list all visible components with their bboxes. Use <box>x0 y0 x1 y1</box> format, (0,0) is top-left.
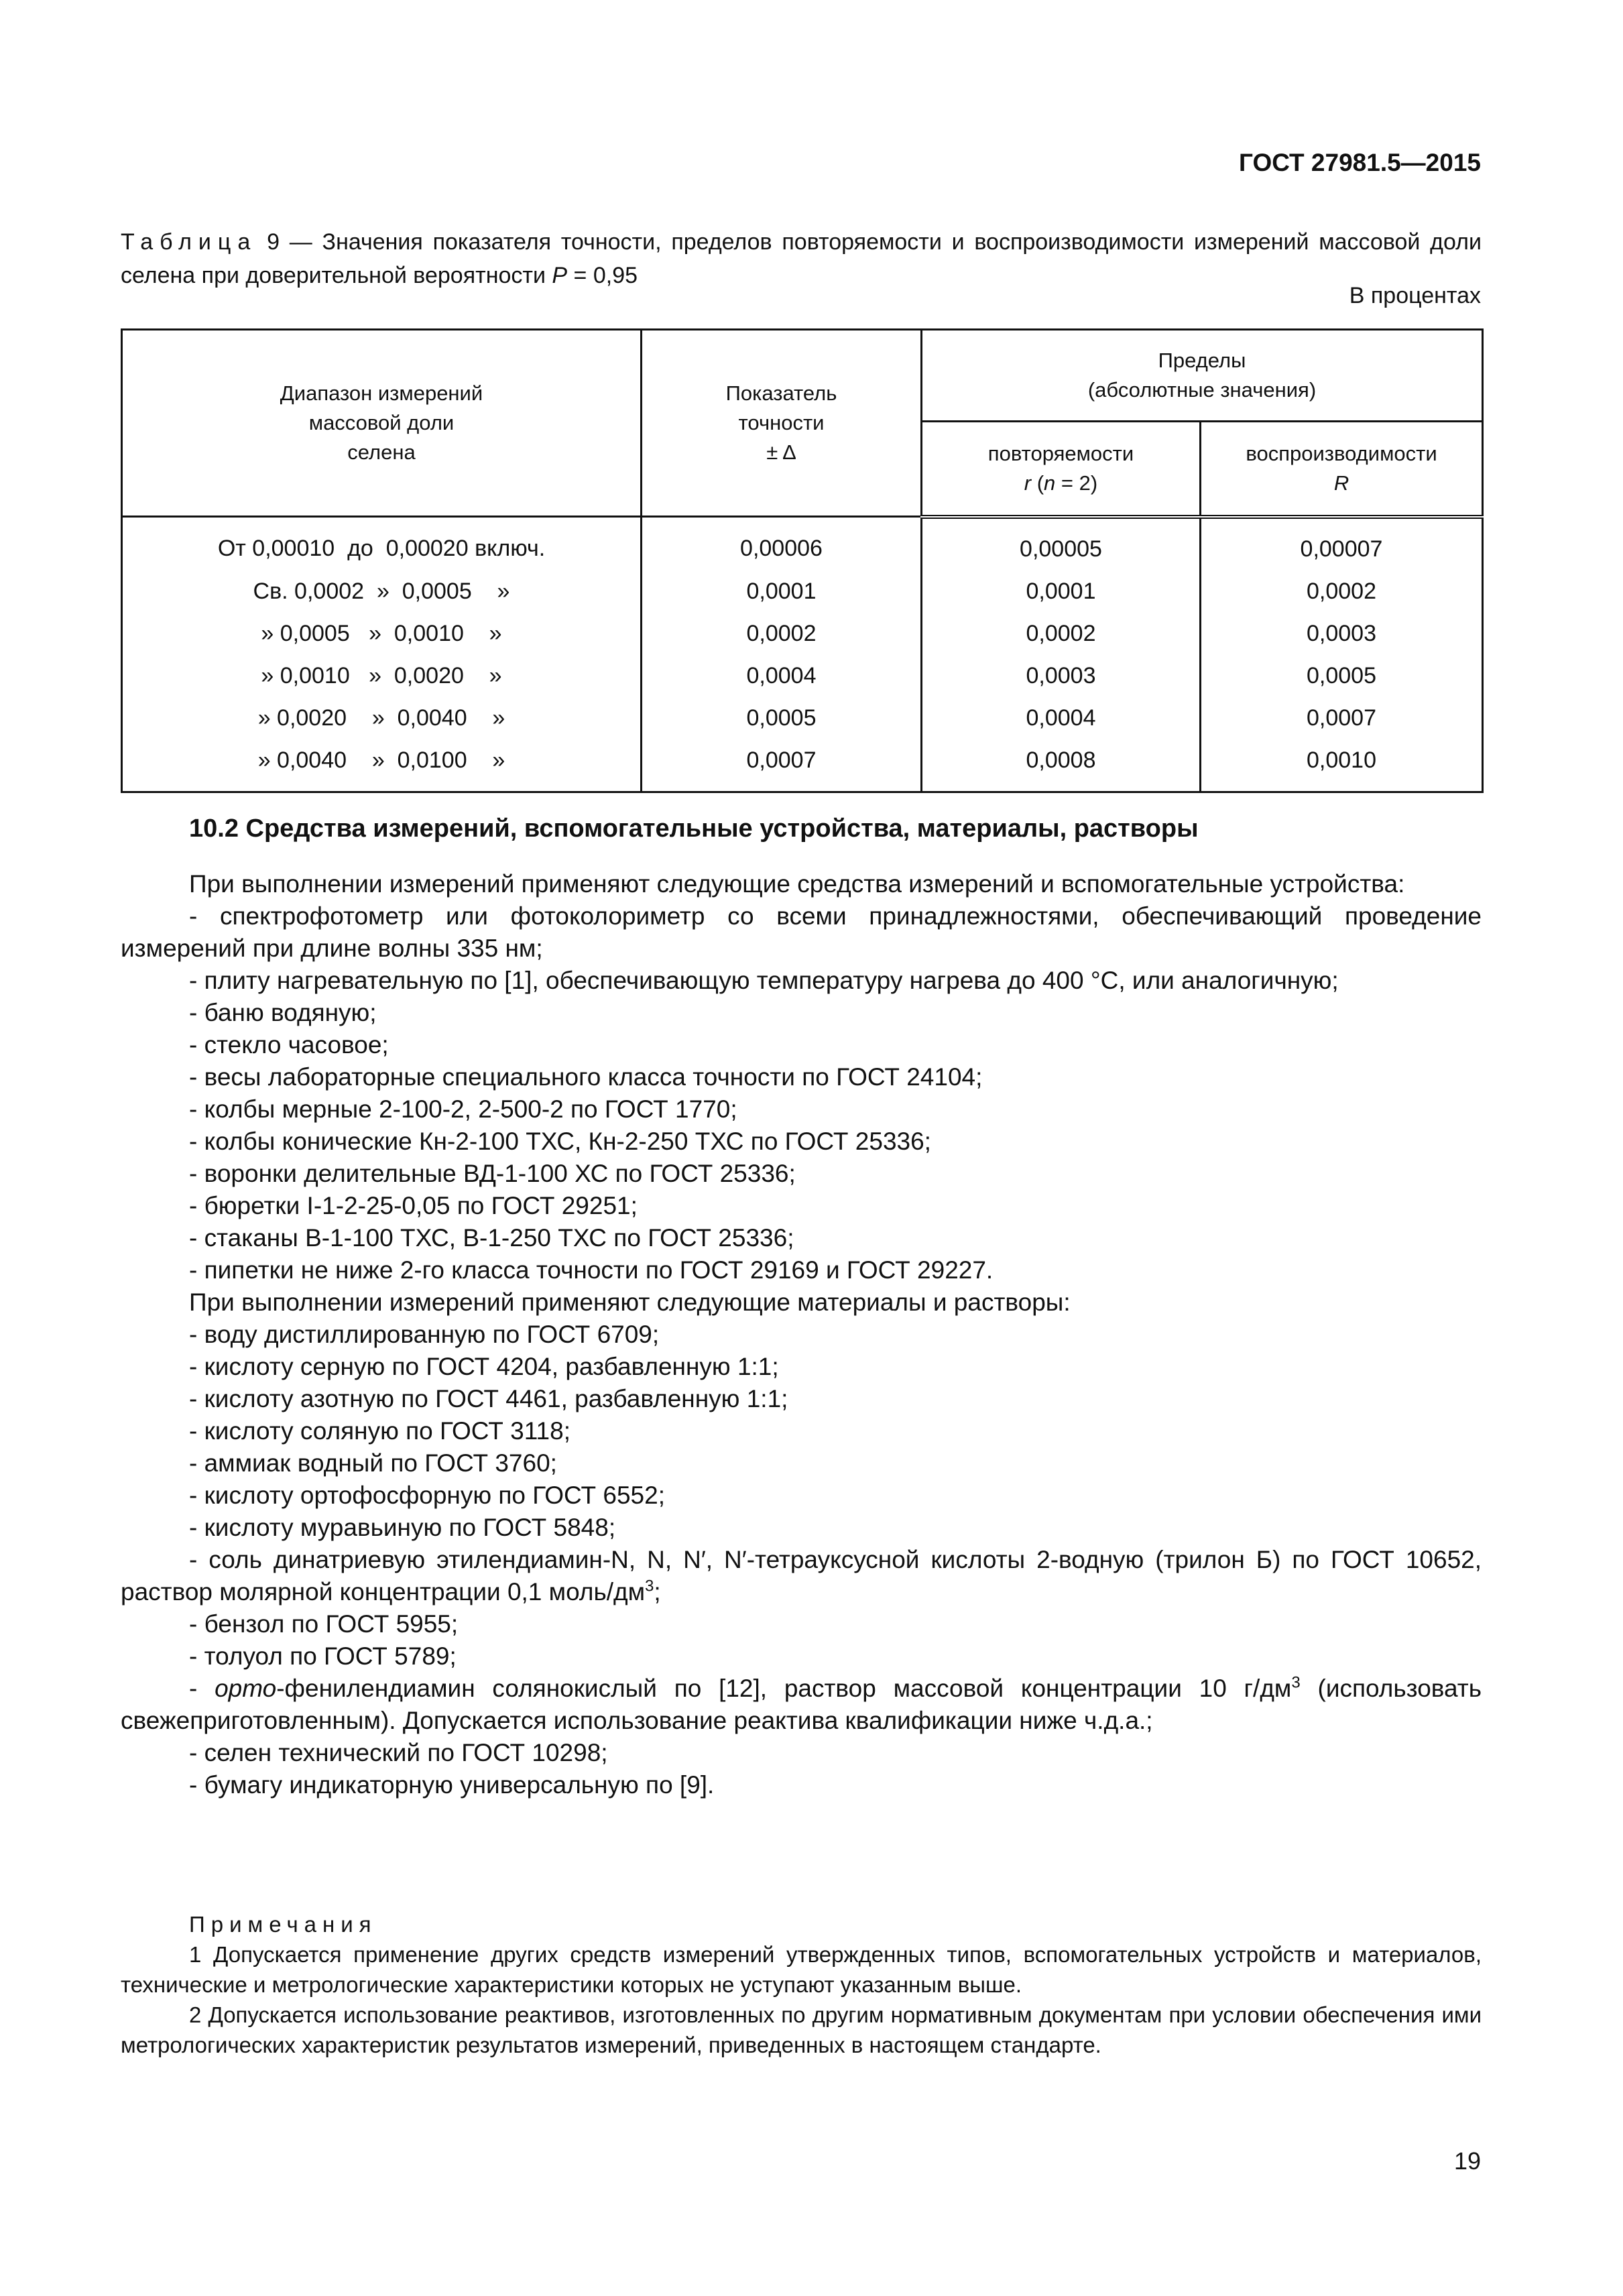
list-item: - кислоту ортофосфорную по ГОСТ 6552; <box>189 1482 665 1509</box>
standard-header: ГОСТ 27981.5—2015 <box>1238 149 1481 176</box>
cell-reproducibility: 0,00007 <box>1201 517 1483 570</box>
list-item: - плиту нагревательную по [1], обеспечивающую температуру нагрева до 400 °С, или аналогичную; <box>189 967 1339 994</box>
header-reproducibility: воспроизводимости R <box>1201 422 1483 517</box>
list-item: - кислоту соляную по ГОСТ 3118; <box>189 1417 570 1445</box>
cell-range: » 0,0010 » 0,0020 » <box>122 655 642 697</box>
cell-accuracy: 0,0007 <box>642 739 922 792</box>
cell-accuracy: 0,0004 <box>642 655 922 697</box>
list-item: - воду дистиллированную по ГОСТ 6709; <box>189 1321 660 1348</box>
list-item: - кислоту азотную по ГОСТ 4461, разбавленную 1:1; <box>189 1385 788 1412</box>
table-row <box>122 517 1483 570</box>
note-item: 1 Допускается применение других средств измерений утвержденных типов, вспомогательных устройств и материалов, технические и метрологические характеристики которых не уступают указанным выше. <box>121 1942 1482 1997</box>
table-row <box>122 570 1483 613</box>
header-accuracy: Показатель точности ± Δ <box>642 330 922 517</box>
note-item: 2 Допускается использование реактивов, изготовленных по другим нормативным документам при условии обеспечения ими метрологических характеристик результатов измерений, приведенных в настоящем стандарте. <box>121 2002 1482 2057</box>
cell-reproducibility: 0,0005 <box>1201 655 1483 697</box>
list-item: - воронки делительные ВД-1-100 ХС по ГОСТ 25336; <box>189 1160 796 1187</box>
table-row <box>122 613 1483 655</box>
list-item: - бюретки I-1-2-25-0,05 по ГОСТ 29251; <box>189 1192 638 1219</box>
section-body <box>121 868 1482 1801</box>
table-caption-text: — Значения показателя точности, пределов повторяемости и воспроизводимости измерений массовой доли селена при доверительной вероятности <box>121 229 1482 288</box>
cell-accuracy: 0,00006 <box>642 517 922 570</box>
list-item: - селен технический по ГОСТ 10298; <box>189 1739 608 1766</box>
cell-repeatability: 0,0003 <box>922 655 1201 697</box>
cell-reproducibility: 0,0003 <box>1201 613 1483 655</box>
cell-accuracy: 0,0002 <box>642 613 922 655</box>
header-repeatability: повторяемости r (n = 2) <box>922 422 1201 517</box>
table-caption-p-symbol: P <box>552 263 568 288</box>
intro-materials: При выполнении измерений применяют следующие материалы и растворы: <box>189 1288 1071 1316</box>
cell-range: От 0,00010 до 0,00020 включ. <box>122 517 642 570</box>
list-item: - стекло часовое; <box>189 1031 389 1059</box>
cell-repeatability: 0,0001 <box>922 570 1201 613</box>
list-item: - аммиак водный по ГОСТ 3760; <box>189 1449 557 1477</box>
table-caption-number: 9 <box>267 229 280 255</box>
cell-accuracy: 0,0001 <box>642 570 922 613</box>
list-item: - бумагу индикаторную универсальную по [9]. <box>189 1771 715 1799</box>
cell-range: » 0,0005 » 0,0010 » <box>122 613 642 655</box>
list-item: - баню водяную; <box>189 999 377 1026</box>
table-caption-p-value: = 0,95 <box>567 263 638 288</box>
list-item: - толуол по ГОСТ 5789; <box>189 1642 457 1670</box>
page-number: 19 <box>1453 2147 1481 2175</box>
list-item: - весы лабораторные специального класса точности по ГОСТ 24104; <box>189 1063 983 1091</box>
table-row <box>122 655 1483 697</box>
table-row <box>122 739 1483 792</box>
list-item-ortho: - орто-фенилендиамин солянокислый по [12], раствор массовой концентрации 10 $г/дм^3$ (использовать свежеприготовленным). Допускается использование реактива квалификации ниже ч.д.а.; <box>121 1673 1482 1734</box>
section-title: 10.2 Средства измерений, вспомогательные устройства, материалы, растворы <box>189 814 1199 843</box>
table-caption-label: Таблица <box>121 229 257 255</box>
header-limits: Пределы (абсолютные значения) <box>922 330 1483 422</box>
precision-table <box>121 328 1484 793</box>
cell-reproducibility: 0,0002 <box>1201 570 1483 613</box>
table-row <box>122 697 1483 739</box>
cell-range: Св. 0,0002 » 0,0005 » <box>122 570 642 613</box>
list-item: - кислоту муравьиную по ГОСТ 5848; <box>189 1514 616 1541</box>
cell-range: » 0,0020 » 0,0040 » <box>122 697 642 739</box>
cell-repeatability: 0,0002 <box>922 613 1201 655</box>
list-item: - пипетки не ниже 2-го класса точности по ГОСТ 29169 и ГОСТ 29227. <box>189 1256 994 1284</box>
table-caption <box>121 225 1482 292</box>
list-item: - кислоту серную по ГОСТ 4204, разбавленную 1:1; <box>189 1353 779 1380</box>
cell-repeatability: 0,00005 <box>922 517 1201 570</box>
list-item: - колбы конические Кн-2-100 ТХС, Кн-2-250 ТХС по ГОСТ 25336; <box>189 1128 931 1155</box>
header-range: Диапазон измерений массовой доли селена <box>122 330 642 517</box>
notes-block <box>121 1909 1482 2060</box>
list-item: - спектрофотометр или фотоколориметр со всеми принадлежностями, обеспечивающий проведение измерений при длине волны 335 нм; <box>121 902 1482 962</box>
list-item: - бензол по ГОСТ 5955; <box>189 1610 459 1638</box>
list-item-trilon: - соль динатриевую этилендиамин-N, N, N′, N′-тетрауксусной кислоты 2-водную (трилон Б) по ГОСТ 10652, раствор молярной концентрации 0,1 моль/$дм^3$; <box>121 1546 1482 1606</box>
cell-reproducibility: 0,0007 <box>1201 697 1483 739</box>
cell-accuracy: 0,0005 <box>642 697 922 739</box>
cell-repeatability: 0,0004 <box>922 697 1201 739</box>
cell-reproducibility: 0,0010 <box>1201 739 1483 792</box>
list-item: - колбы мерные 2-100-2, 2-500-2 по ГОСТ 1770; <box>189 1095 737 1123</box>
intro-instruments: При выполнении измерений применяют следующие средства измерений и вспомогательные устройства: <box>189 870 1405 898</box>
notes-title: Примечания <box>189 1912 377 1937</box>
cell-repeatability: 0,0008 <box>922 739 1201 792</box>
table-units: В процентах <box>1349 283 1481 308</box>
list-item: - стаканы В-1-100 ТХС, В-1-250 ТХС по ГОСТ 25336; <box>189 1224 794 1252</box>
cell-range: » 0,0040 » 0,0100 » <box>122 739 642 792</box>
